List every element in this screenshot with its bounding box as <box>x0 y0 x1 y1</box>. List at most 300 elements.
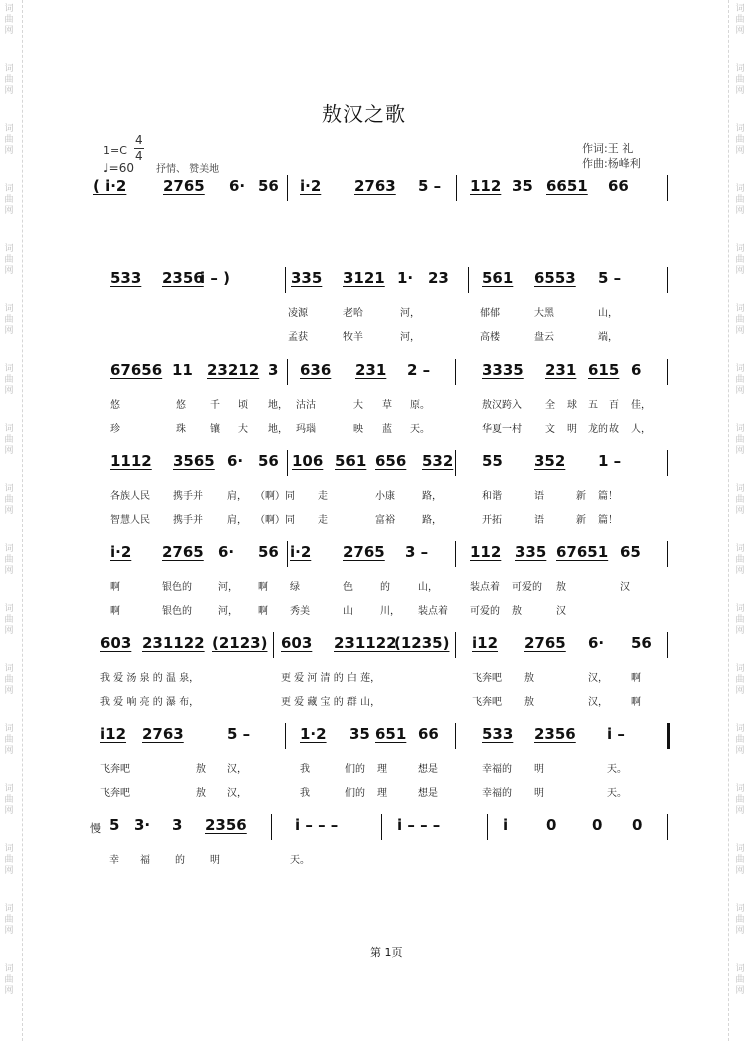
note-group: i – – – <box>397 816 441 834</box>
lyric-text: 龙的 <box>588 424 608 435</box>
lyric-text: 我 <box>300 764 310 775</box>
watermark-char: 网 <box>735 506 745 516</box>
watermark-char: 词 <box>4 4 14 14</box>
watermark-char: 词 <box>4 244 14 254</box>
lyric-text: 原。 <box>410 400 430 411</box>
bar-line <box>287 541 288 567</box>
lyric-text: 新 <box>576 491 586 502</box>
lyric-text: 肩， <box>227 491 247 502</box>
lyric-text: 啊 <box>258 606 268 617</box>
watermark-char: 曲 <box>4 315 14 325</box>
note-group: 66 <box>418 725 439 743</box>
note-group: 112 <box>470 177 502 195</box>
lyric-text: 凌源 <box>288 308 308 319</box>
bar-line <box>455 723 456 749</box>
watermark-char: 词 <box>735 484 745 494</box>
note-group: 6553 <box>534 269 576 287</box>
note-group: 0 <box>632 816 643 834</box>
watermark-char: 曲 <box>735 75 745 85</box>
lyric-text: 智慧人民 <box>110 515 150 526</box>
note-group: 636 <box>300 361 332 379</box>
time-signature-bottom: 4 <box>135 149 143 163</box>
expression-marking: 抒情、 赞美地 <box>156 164 220 175</box>
lyric-text: 开拓 <box>482 515 502 526</box>
watermark-char: 曲 <box>4 495 14 505</box>
bar-line <box>667 814 668 840</box>
bar-line <box>271 814 272 840</box>
note-group: 2765 <box>524 634 566 652</box>
bar-line <box>455 541 456 567</box>
watermark-char: 网 <box>4 266 14 276</box>
watermark-char: 曲 <box>4 15 14 25</box>
lyric-text: 走 <box>318 515 328 526</box>
watermark-char: 词 <box>735 604 745 614</box>
lyric-text: 映 <box>353 424 363 435</box>
lyric-text: 五 <box>588 400 598 411</box>
watermark-char: 网 <box>735 146 745 156</box>
lyric-text: 肩， <box>227 515 247 526</box>
watermark-char: 网 <box>735 626 745 636</box>
watermark-char: 曲 <box>4 735 14 745</box>
note-group: 6· <box>588 634 605 652</box>
watermark-char: 网 <box>4 686 14 696</box>
bar-line <box>667 541 668 567</box>
note-group: 615 <box>588 361 620 379</box>
lyric-text: 牧羊 <box>343 332 363 343</box>
watermark-char: 曲 <box>4 435 14 445</box>
lyric-text: 故 <box>609 424 619 435</box>
lyric-text: 幸 <box>109 855 119 866</box>
watermark-char: 网 <box>4 446 14 456</box>
note-group: 6· <box>229 177 246 195</box>
bar-line <box>287 175 288 201</box>
note-group: 231122 <box>142 634 205 652</box>
note-group: 1· <box>397 269 414 287</box>
watermark-char: 词 <box>4 304 14 314</box>
watermark-char: 词 <box>735 784 745 794</box>
watermark-char: 网 <box>4 866 14 876</box>
lyric-text: 色 <box>343 582 353 593</box>
lyric-text: 河， <box>400 308 420 319</box>
bar-line <box>456 175 457 201</box>
watermark-char: 网 <box>735 206 745 216</box>
bar-line <box>667 450 668 476</box>
note-group: i12 <box>472 634 499 652</box>
watermark-char: 词 <box>4 484 14 494</box>
watermark-char: 曲 <box>4 555 14 565</box>
note-group: 112 <box>470 543 502 561</box>
note-group: 5 – <box>227 725 251 743</box>
lyric-text: 携手并 <box>173 515 203 526</box>
lyric-text: 华夏一村 <box>482 424 522 435</box>
lyric-text: 明 <box>210 855 220 866</box>
lyric-text: 汉 <box>556 606 566 617</box>
watermark-char: 曲 <box>735 15 745 25</box>
lyric-text: 郁郁 <box>480 308 500 319</box>
lyric-text: 高楼 <box>480 332 500 343</box>
watermark-char: 曲 <box>735 615 745 625</box>
lyric-text: 人， <box>631 424 651 435</box>
time-signature-top: 4 <box>135 133 143 147</box>
watermark-char: 网 <box>735 26 745 36</box>
note-group: 352 <box>534 452 566 470</box>
lyric-text: 我 <box>300 788 310 799</box>
bar-line <box>487 814 488 840</box>
watermark-char: 词 <box>735 4 745 14</box>
lyric-text: 更 爱 藏 宝 的 群 山， <box>281 697 381 708</box>
lyric-text: 全 <box>545 400 555 411</box>
lyric-text: 河， <box>218 582 238 593</box>
lyric-text: 敖汉跨入 <box>482 400 522 411</box>
lyric-text: 山， <box>598 308 618 319</box>
watermark-char: 词 <box>4 604 14 614</box>
note-group: 2763 <box>142 725 184 743</box>
watermark-char: 词 <box>4 784 14 794</box>
note-group: 5 – <box>418 177 442 195</box>
lyric-text: 山， <box>418 582 438 593</box>
note-group: 35 <box>512 177 533 195</box>
lyric-text: 山 <box>343 606 353 617</box>
watermark-char: 网 <box>4 626 14 636</box>
watermark-char: 词 <box>735 964 745 974</box>
lyric-text: 千 <box>210 400 220 411</box>
watermark-char: 网 <box>4 26 14 36</box>
watermark-char: 网 <box>735 746 745 756</box>
bar-line <box>468 267 469 293</box>
watermark-char: 曲 <box>4 75 14 85</box>
watermark-char: 词 <box>735 64 745 74</box>
note-group: 651 <box>375 725 407 743</box>
watermark-char: 词 <box>4 904 14 914</box>
note-group: 56 <box>258 177 279 195</box>
lyric-text: 福 <box>140 855 150 866</box>
watermark-char: 曲 <box>4 915 14 925</box>
bar-line <box>273 632 274 658</box>
bar-line <box>667 267 668 293</box>
watermark-char: 网 <box>4 746 14 756</box>
lyric-text: （啊）同 <box>255 515 295 526</box>
lyric-text: 的 <box>175 855 185 866</box>
lyric-text: 语 <box>534 491 544 502</box>
note-group: 1·2 <box>300 725 327 743</box>
note-group: 56 <box>631 634 652 652</box>
note-group: 11 <box>172 361 193 379</box>
lyric-text: 玛瑙 <box>296 424 316 435</box>
note-group: 0 <box>592 816 603 834</box>
watermark-char: 词 <box>735 904 745 914</box>
note-group: 6 <box>631 361 642 379</box>
watermark-char: 词 <box>4 544 14 554</box>
watermark-char: 曲 <box>735 315 745 325</box>
watermark-char: 词 <box>735 724 745 734</box>
watermark-char: 词 <box>4 184 14 194</box>
lyric-text: 明 <box>534 764 544 775</box>
tempo-change-marking: 慢 <box>90 822 101 835</box>
watermark-char: 网 <box>4 986 14 996</box>
lyric-text: 想是 <box>418 764 438 775</box>
watermark-char: 词 <box>735 304 745 314</box>
watermark-char: 词 <box>4 64 14 74</box>
lyric-text: 文 <box>545 424 555 435</box>
lyric-text: 携手并 <box>173 491 203 502</box>
note-group: 335 <box>291 269 323 287</box>
lyric-text: 大黑 <box>534 308 554 319</box>
lyric-text: 镶 <box>210 424 220 435</box>
lyric-text: 天。 <box>290 855 310 866</box>
watermark-char: 词 <box>4 844 14 854</box>
lyric-text: 天。 <box>607 788 627 799</box>
lyric-text: 大 <box>238 424 248 435</box>
note-group: 23212 <box>207 361 260 379</box>
watermark-char: 曲 <box>4 855 14 865</box>
note-group: 5 <box>109 816 120 834</box>
lyric-text: 大 <box>353 400 363 411</box>
bar-line <box>285 723 286 749</box>
watermark-char: 词 <box>4 424 14 434</box>
note-group: 2765 <box>343 543 385 561</box>
note-group: 1 – <box>598 452 622 470</box>
note-group: 3 – <box>405 543 429 561</box>
composer-credit: 作曲:杨峰利 <box>582 157 641 170</box>
note-group: 2356 <box>205 816 247 834</box>
watermark-char: 曲 <box>735 555 745 565</box>
note-group: 6651 <box>546 177 588 195</box>
note-group: 56 <box>258 452 279 470</box>
lyric-text: 珍 <box>110 424 120 435</box>
lyric-text: 装点着 <box>418 606 448 617</box>
tempo-marking: ♩=60 <box>103 161 134 175</box>
watermark-char: 曲 <box>4 795 14 805</box>
lyric-text: 敖 <box>196 788 206 799</box>
note-group: 2 – <box>407 361 431 379</box>
note-group: 3335 <box>482 361 524 379</box>
watermark-char: 网 <box>4 506 14 516</box>
watermark-char: 曲 <box>4 615 14 625</box>
watermark-char: 曲 <box>735 795 745 805</box>
lyric-text: 装点着 <box>470 582 500 593</box>
note-group: 2765 <box>163 177 205 195</box>
lyric-text: 佳， <box>631 400 651 411</box>
note-group: 533 <box>482 725 514 743</box>
watermark-char: 网 <box>4 86 14 96</box>
watermark-char: 网 <box>4 386 14 396</box>
watermark-char: 网 <box>735 266 745 276</box>
lyric-text: 明 <box>567 424 577 435</box>
note-group: i·2 <box>290 543 312 561</box>
right-margin-guide <box>728 0 729 1041</box>
watermark-char: 曲 <box>4 255 14 265</box>
lyric-text: 啊 <box>631 673 641 684</box>
note-group: 67651 <box>556 543 609 561</box>
note-group: 3121 <box>343 269 385 287</box>
note-group: 6· <box>218 543 235 561</box>
lyric-text: 飞奔吧 <box>100 788 130 799</box>
watermark-char: 词 <box>4 364 14 374</box>
lyric-text: 幸福的 <box>482 788 512 799</box>
lyric-text: 啊 <box>110 582 120 593</box>
lyric-text: 各族人民 <box>110 491 150 502</box>
song-title: 敖汉之歌 <box>322 102 406 126</box>
watermark-char: 曲 <box>735 735 745 745</box>
note-group: (2123) <box>212 634 268 652</box>
lyric-text: 篇！ <box>598 491 618 502</box>
note-group: i <box>503 816 509 834</box>
lyric-text: 沽沽 <box>296 400 316 411</box>
watermark-char: 词 <box>735 124 745 134</box>
note-group: 603 <box>281 634 313 652</box>
key-signature: 1=C <box>103 144 127 157</box>
note-group: 231 <box>355 361 387 379</box>
note-group: (1235) <box>394 634 450 652</box>
note-group: 561 <box>335 452 367 470</box>
lyric-text: 汉， <box>227 764 247 775</box>
note-group: 2356 <box>162 269 204 287</box>
watermark-char: 曲 <box>735 435 745 445</box>
note-group: 1112 <box>110 452 152 470</box>
bar-line <box>455 450 456 476</box>
note-group: 2763 <box>354 177 396 195</box>
lyric-text: 草 <box>382 400 392 411</box>
lyric-text: 们的 <box>345 788 365 799</box>
lyric-text: 汉 <box>620 582 630 593</box>
lyric-text: 老哈 <box>343 308 363 319</box>
lyric-text: 河， <box>400 332 420 343</box>
watermark-char: 网 <box>735 566 745 576</box>
note-group: 231 <box>545 361 577 379</box>
lyric-text: 敖 <box>524 697 534 708</box>
lyric-text: 飞奔吧 <box>100 764 130 775</box>
note-group: 335 <box>515 543 547 561</box>
watermark-char: 网 <box>4 326 14 336</box>
watermark-char: 曲 <box>735 135 745 145</box>
note-group: 6· <box>227 452 244 470</box>
watermark-char: 网 <box>735 386 745 396</box>
watermark-char: 词 <box>735 184 745 194</box>
watermark-char: 词 <box>4 724 14 734</box>
watermark-char: 网 <box>735 686 745 696</box>
lyric-text: 路， <box>422 515 442 526</box>
lyric-text: 珠 <box>176 424 186 435</box>
watermark-char: 词 <box>4 124 14 134</box>
watermark-char: 网 <box>735 326 745 336</box>
bar-line <box>667 359 668 385</box>
note-group: i – <box>607 725 625 743</box>
lyric-text: 敖 <box>556 582 566 593</box>
lyric-text: 理 <box>377 764 387 775</box>
bar-line <box>287 359 288 385</box>
note-group: 3 <box>268 361 279 379</box>
lyric-text: 端， <box>598 332 618 343</box>
lyric-text: 我 爱 响 亮 的 瀑 布， <box>100 697 200 708</box>
lyric-text: 悠 <box>110 400 120 411</box>
watermark-char: 曲 <box>735 915 745 925</box>
lyric-text: 语 <box>534 515 544 526</box>
note-group: 35 <box>349 725 370 743</box>
watermark-char: 词 <box>735 244 745 254</box>
watermark-char: 词 <box>4 964 14 974</box>
lyric-text: 想是 <box>418 788 438 799</box>
note-group: 56 <box>258 543 279 561</box>
lyric-text: 盘云 <box>534 332 554 343</box>
watermark-char: 曲 <box>4 195 14 205</box>
lyric-text: 走 <box>318 491 328 502</box>
lyric-text: 篇！ <box>598 515 618 526</box>
note-group: i12 <box>100 725 127 743</box>
lyric-text: 川， <box>380 606 400 617</box>
lyric-text: 飞奔吧 <box>472 673 502 684</box>
lyric-text: 绿 <box>290 582 300 593</box>
watermark-char: 词 <box>735 664 745 674</box>
lyric-text: 飞奔吧 <box>472 697 502 708</box>
lyricist-credit: 作词:王 礼 <box>582 142 634 155</box>
lyric-text: 路， <box>422 491 442 502</box>
watermark-char: 网 <box>4 566 14 576</box>
note-group: 3 <box>172 816 183 834</box>
watermark-char: 网 <box>735 446 745 456</box>
bar-line <box>667 632 668 658</box>
watermark-char: 网 <box>4 926 14 936</box>
bar-line <box>667 723 670 749</box>
lyric-text: 可爱的 <box>470 606 500 617</box>
bar-line <box>287 450 288 476</box>
note-group: 106 <box>292 452 324 470</box>
note-group: i·2 <box>110 543 132 561</box>
note-group: 65 <box>620 543 641 561</box>
lyric-text: 富裕 <box>375 515 395 526</box>
lyric-text: 顷 <box>238 400 248 411</box>
note-group: 656 <box>375 452 407 470</box>
note-group: 3· <box>134 816 151 834</box>
note-group: 2765 <box>162 543 204 561</box>
watermark-char: 曲 <box>4 135 14 145</box>
lyric-text: 银色的 <box>162 606 192 617</box>
note-group: 532 <box>422 452 454 470</box>
note-group: i·2 <box>300 177 322 195</box>
note-group: 231122 <box>334 634 397 652</box>
watermark-char: 词 <box>735 544 745 554</box>
lyric-text: 们的 <box>345 764 365 775</box>
watermark-char: 曲 <box>735 495 745 505</box>
lyric-text: 小康 <box>375 491 395 502</box>
watermark-char: 曲 <box>735 255 745 265</box>
watermark-left <box>2 0 16 1041</box>
note-group: 0 <box>546 816 557 834</box>
watermark-char: 网 <box>735 86 745 96</box>
watermark-char: 曲 <box>4 975 14 985</box>
lyric-text: 汉， <box>588 673 608 684</box>
lyric-text: 天。 <box>410 424 430 435</box>
watermark-char: 网 <box>735 926 745 936</box>
lyric-text: 可爱的 <box>512 582 542 593</box>
lyric-text: 汉， <box>227 788 247 799</box>
lyric-text: 新 <box>576 515 586 526</box>
lyric-text: 百 <box>609 400 619 411</box>
lyric-text: 球 <box>567 400 577 411</box>
lyric-text: 敖 <box>196 764 206 775</box>
lyric-text: 更 爱 河 清 的 白 莲， <box>281 673 381 684</box>
watermark-char: 网 <box>735 806 745 816</box>
watermark-char: 曲 <box>735 195 745 205</box>
lyric-text: 啊 <box>631 697 641 708</box>
watermark-char: 曲 <box>735 855 745 865</box>
watermark-char: 网 <box>735 866 745 876</box>
watermark-char: 曲 <box>735 675 745 685</box>
lyric-text: 敖 <box>512 606 522 617</box>
note-group: 66 <box>608 177 629 195</box>
lyric-text: （啊）同 <box>255 491 295 502</box>
watermark-char: 词 <box>735 424 745 434</box>
lyric-text: 地， <box>268 400 288 411</box>
